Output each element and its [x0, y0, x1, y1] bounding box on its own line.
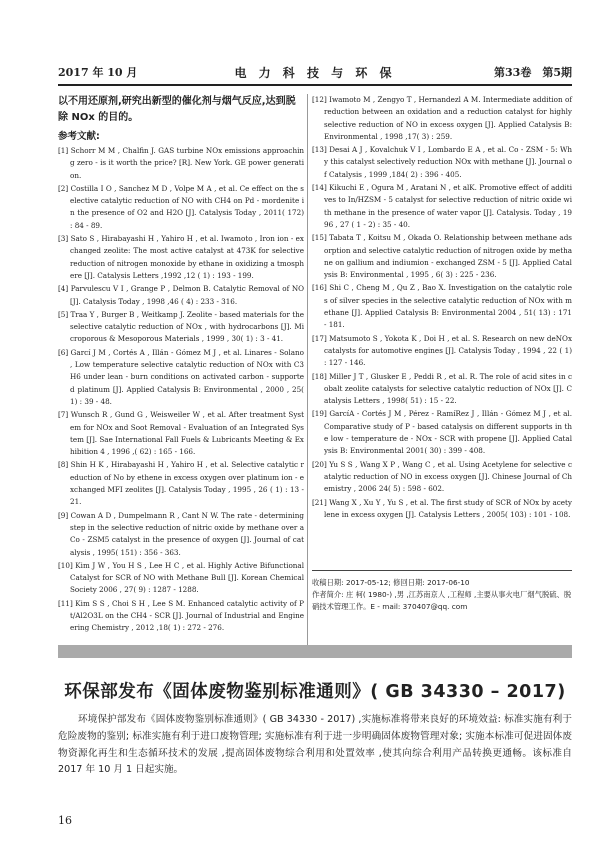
- reference-item: [11] Kim S S , Choi S H , Lee S M. Enhanced catalytic activity of Pt/Al2O3L on the CH4 - SCR [J]. Journal of Industrial and Engineering Chemistry , 2012 ,18( 1) : 272 - 276.: [58, 598, 304, 633]
- reference-item: [12] Iwamoto M , Zengyo T , Hernandezl A M. Intermediate addition of reduction between an oxidation and a reduction catalyst for highly selective reduction of NO in excess oxygen [J]. Applied Catalysis B: Environmental , 1998 ,17( 3) : 259.: [312, 95, 572, 141]
- volume-issue: 第33卷 第5期: [494, 66, 572, 79]
- page-number: 16: [58, 814, 72, 827]
- reference-item: [10] Kim J W , You H S , Lee H C , et al. Highly Active Bifunctional Catalyst for SCR of NO with Methane Bull [J]. Korean Chemical Society 2006 , 27( 9) : 1287 - 1288.: [58, 560, 304, 595]
- reference-item: [8] Shin H K , Hirabayashi H , Yahiro H , et al. Selective catalytic reduction of No by ethene in excess oxygen over platinum ion - exchanged MFI zeolites [J]. Catalysis Today , 1995 , 26 ( 1) : 13 - 21.: [58, 460, 304, 507]
- metadata-rule: [312, 570, 572, 571]
- news-body: 环境保护部发布《固体废物鉴别标准通则》( GB 34330 - 2017) ,实施标准将带来良好的环境效益: 标准实施有利于危险废物的鉴别; 标准实施有利于进口废物管理; 实施标准有利于进一步明确固体废物管理对象; 实施本标准可促进固体废物资源化再生和生态循环技术的发展 ,提高固体废物综合利用和处置效率 ,使其向综合利用产品转换更通畅。该标准自 2017 年 10 月 1 日起实施。: [58, 714, 572, 776]
- reference-item: [15] Tabata T , Koitsu M , Okada O. Relationship between methane adsorption and selective catalytic reduction of nitrogen oxide by methane on gallium and indiumion - exchanged ZSM - 5 [J]. Applied Catalysis B: Environmental , 1995 , 6( 3) : 225 - 236.: [312, 233, 572, 280]
- reference-item: [16] Shi C , Cheng M , Qu Z , Bao X. Investigation on the catalytic roles of silver species in the selective catalytic reduction of NOx with methane [J]. Applied Catalysis B: Environmental 2004 , 51( 13) : 171 - 181.: [312, 283, 572, 330]
- article-metadata: [312, 570, 572, 613]
- section-band: [58, 645, 572, 658]
- reference-item: [21] Wang X , Xu Y , Yu S , et al. The first study of SCR of NOx by acetylene in excess oxygen [J]. Catalysis Letters , 2005( 103) : 101 - 108.: [312, 497, 572, 519]
- reference-item: [17] Matsumoto S , Yokota K , Doi H , et al. S. Research on new deNOx catalysts for automotive engines [J]. Catalysis Today , 1994 , 22 ( 1) : 127 - 146.: [312, 333, 572, 368]
- reference-item: [6] Garcí J M , Cortés A , Illán - Gómez M J , et al. Linares - Solano , Low temperature selective catalytic reduction of NOx with C3H6 under lean - burn conditions on activated carbon - supported platinum [J]. Applied Catalysis B: Environmental , 2000 , 25( 1) : 39 - 48.: [58, 347, 304, 406]
- reference-item: [1] Schorr M M , Chalfin J. GAS turbine NOx emissions approaching zero - is it worth the price? [R]. New York. GE power generation.: [58, 146, 304, 180]
- references-list-right: [312, 94, 572, 521]
- right-column: [312, 94, 572, 522]
- running-header: [58, 64, 572, 82]
- reference-item: [7] Wunsch R , Gund G , Weisweiler W , et al. After treatment System for NOx and Soot Removal - Evaluation of an Integrated System [J]. Sae International Fall Fuels & Lubricants Meeting & Exhibition 4 , 1996 ,( 62) : 165 - 166.: [58, 410, 304, 457]
- reference-item: [20] Yu S S , Wang X P , Wang C , et al. Using Acetylene for selective catalytic reduction of NO in excess oxygen [J]. Chinese Journal of Chemistry , 2006 24( 5) : 598 - 602.: [312, 459, 572, 494]
- reference-item: [14] Kikuchi E , Ogura M , Aratani N , et alK. Promotive effect of additives to In/HZSM - 5 catalyst for selective reduction of nitric oxide with methane in the presence of water vapor [J]. Catalysis. Today , 1996 , 27 ( 1 - 2) : 35 - 40.: [312, 183, 572, 229]
- news-title: 环保部发布《固体废物鉴别标准通则》( GB 34330 – 2017): [64, 682, 566, 702]
- reference-item: [5] Traa Y , Burger B , Weitkamp J. Zeolite - based materials for the selective catalytic reduction of NOx , with hydrocarbons [J]. Microporous & Mesoporous Materials , 1999 , 30( 1) : 3 - 41.: [58, 309, 304, 344]
- author-bio: 作者简介: 庄 柯( 1980-) ,男 ,江苏南京人 ,工程师 ,主要从事火电厂烟气脱硫、脱硝技术管理工作。E - mail: 370407@qq. com: [312, 590, 572, 611]
- reference-item: [18] Miller J T , Glusker E , Peddi R , et al. R. The role of acid sites in cobalt zeolite catalysts for selective catalytic reduction of NOx [J]. Catalysis Letters , 1998( 51) : 15 - 22.: [312, 371, 572, 406]
- reference-item: [9] Cowan A D , Dumpelmann R , Cant N W. The rate - determining step in the selective reduction of nitric oxide by methane over a Co - ZSM5 catalyst in the presence of oxygen [J]. Journal of catalysis , 1995( 151) : 356 - 363.: [58, 510, 304, 557]
- reference-item: [13] Desai A J , Kovalchuk V I , Lombardo E A , et al. Co - ZSM - 5: Why this catalyst selectively reduction NOx with methane [J]. Journal of Catalysis , 1999 ,184( 2) : 396 - 405.: [312, 145, 572, 179]
- left-column: [58, 94, 304, 636]
- reference-item: [4] Parvulescu V I , Grange P , Delmon B. Catalytic Removal of NO [J]. Catalysis Today , 1998 ,46 ( 4) : 233 - 316.: [58, 284, 304, 306]
- references-list-left: [58, 145, 304, 635]
- reference-item: [3] Sato S , Hirabayashi H , Yahiro H , et al. Iwamoto , Iron ion - exchanged zeolite: The most active catalyst at 473K for selective reduction of nitrogen monoxide by ethane in oxidizing a tmosphere [J]. Catalysis Letters ,1992 ,12 ( 1) : 193 - 199.: [58, 234, 304, 280]
- references-heading: 参考文献:: [58, 131, 100, 142]
- reference-item: [19] GarcíA - Cortés J M , Pérez - RamíRez J , Illán - Gómez M J , et al. Comparative study of P - based catalysis on different supports in the low - temperature de - NOx - SCR with propene [J]. Applied Catalysis B: Environmental 2001( 30) : 399 - 408.: [312, 409, 572, 456]
- issue-date: 2017 年 10 月: [58, 66, 138, 79]
- reference-item: [2] Costilla I O , Sanchez M D , Volpe M A , et al. Ce effect on the selective catalytic reduction of NO with CH4 on Pd - mordenite in the presence of O2 and H2O [J]. Catalysis Today , 2011( 172) : 84 - 89.: [58, 183, 304, 230]
- column-divider: [307, 94, 308, 654]
- intro-paragraph: 以不用还原剂,研究出新型的催化剂与烟气反应,达到脱除 NOx 的目的。: [58, 96, 296, 123]
- journal-name: 电 力 科 技 与 环 保: [234, 66, 396, 80]
- received-date: 收稿日期: 2017-05-12; 修回日期: 2017-06-10: [312, 578, 470, 587]
- header-rule: [58, 84, 572, 86]
